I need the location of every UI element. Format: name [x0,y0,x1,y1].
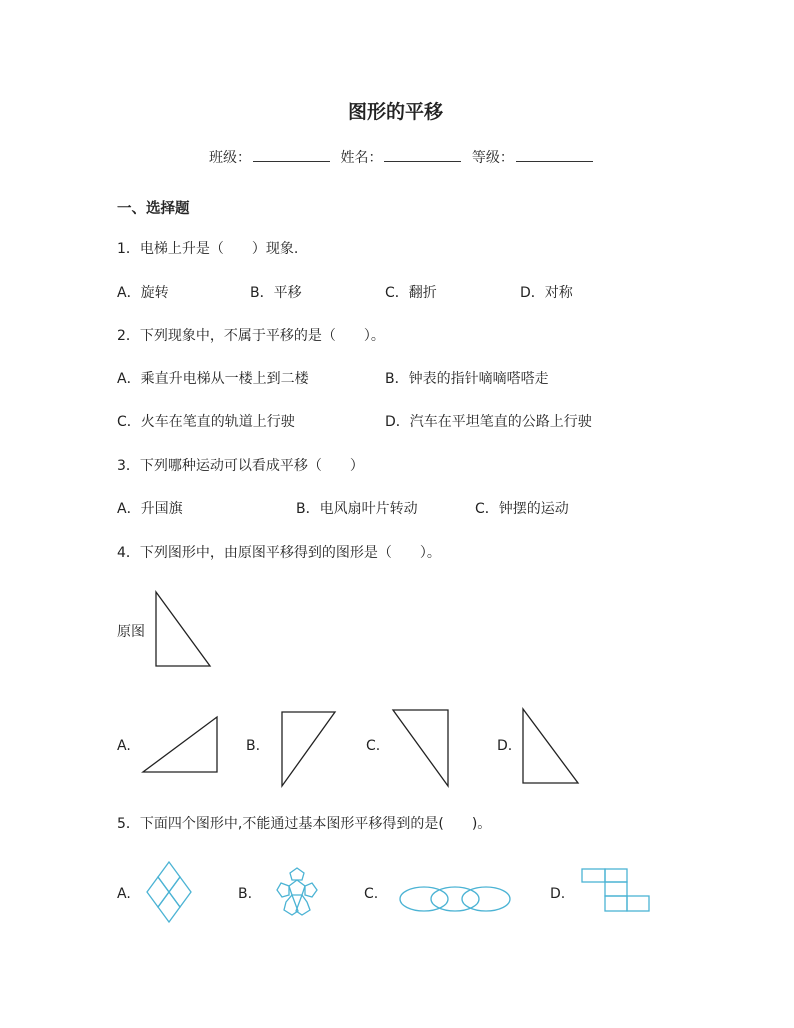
linked-ellipses-figure [400,887,510,911]
q1-option-d[interactable]: D．对称 [520,285,573,301]
q2-option-d[interactable]: D．汽车在平坦笔直的公路上行驶 [385,414,592,430]
q4-option-c[interactable]: C. [366,738,381,754]
question-1-stem: 1．电梯上升是（ ）现象. [117,241,299,257]
question-2-stem: 2．下列现象中，不属于平移的是（ ）。 [117,328,385,344]
class-label: 班级： [209,150,251,166]
original-figure-label: 原图 [117,624,145,640]
q3-option-c[interactable]: C．钟摆的运动 [475,501,569,517]
q1-option-a[interactable]: A．旋转 [117,285,169,301]
question-4-stem: 4．下列图形中，由原图平移得到的图形是（ ）。 [117,545,441,561]
pentagon-flower-figure [277,868,317,915]
q4-option-b[interactable]: B. [246,738,261,754]
question-5-stem: 5．下面四个图形中,不能通过基本图形平移得到的是( )。 [117,816,492,832]
q5-option-c[interactable]: C. [364,886,379,902]
page-title: 图形的平移 [348,101,444,123]
q2-option-a[interactable]: A．乘直升电梯从一楼上到二楼 [117,371,309,387]
name-label: 姓名： [340,150,383,166]
rectangle-staircase-figure [582,869,649,911]
question-3-stem: 3．下列哪种运动可以看成平移（ ） [117,458,364,474]
q5-option-d[interactable]: D. [550,886,566,902]
q2-option-b[interactable]: B．钟表的指针嘀嘀嗒嗒走 [385,371,549,387]
q5-option-b[interactable]: B. [238,886,253,902]
section-title: 一、选择题 [117,201,190,217]
q5-option-a[interactable]: A. [117,886,131,902]
q4-option-d[interactable]: D. [497,738,513,754]
q1-option-c[interactable]: C．翻折 [385,285,437,301]
q2-option-c[interactable]: C．火车在笔直的轨道上行驶 [117,414,295,430]
q1-option-b[interactable]: B．平移 [250,285,302,301]
grade-label: 等级： [471,150,514,166]
q3-option-b[interactable]: B．电风扇叶片转动 [296,501,418,517]
q3-option-a[interactable]: A．升国旗 [117,501,183,517]
q4-option-a[interactable]: A. [117,738,131,754]
rhombus-lattice-figure [147,862,191,922]
